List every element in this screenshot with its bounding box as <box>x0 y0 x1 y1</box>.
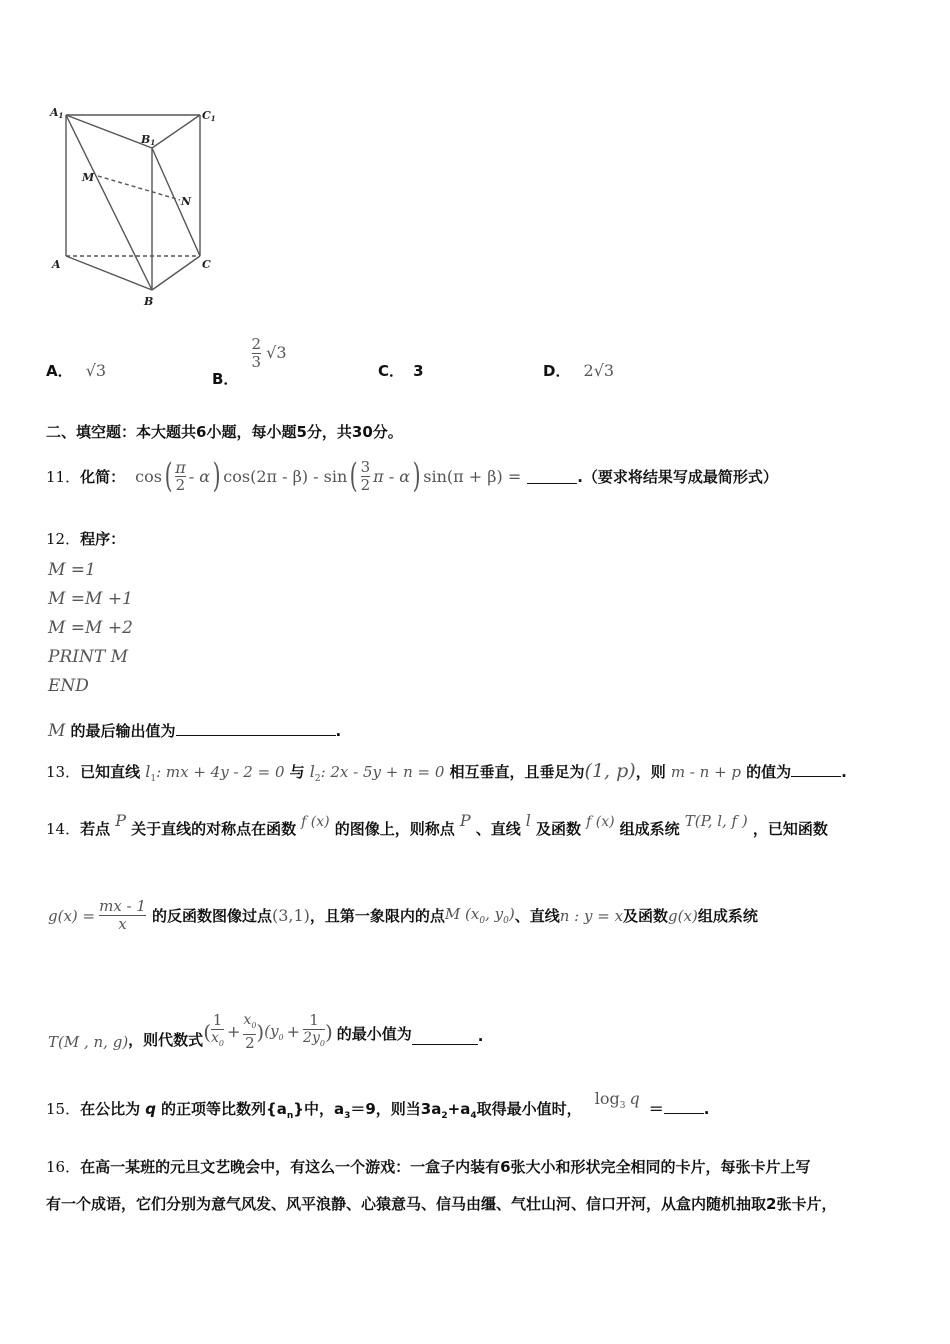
edge-a-b <box>66 256 152 290</box>
question-14-line-2 <box>48 898 758 933</box>
q14-m-mid: , y <box>485 905 504 923</box>
q12-answer-var: M <box>48 721 66 741</box>
q14-e1-num: 1 <box>212 1011 223 1029</box>
label-b1: B <box>141 133 151 146</box>
q14-e4 <box>303 1012 325 1052</box>
q11-cos: cos <box>135 466 162 486</box>
q14-t6: 组成系统 <box>619 820 680 838</box>
q15-t3: }中，a <box>293 1100 345 1118</box>
label-c1: C <box>202 109 211 122</box>
q14-t2: 关于直线的对称点在函数 <box>131 820 297 838</box>
q13-number: 13． <box>46 763 81 781</box>
q13-foot: (1, p) <box>584 760 636 782</box>
option-a-value: √3 <box>85 361 107 380</box>
q11-frac2-num: 3 <box>360 457 371 476</box>
q14-e3: ($y_0$ <box>264 1021 284 1042</box>
q14-t8: 的反函数图像过点 <box>151 907 272 925</box>
svg-text:C1 <box>202 109 216 123</box>
q15-n-sub: n <box>286 1111 294 1122</box>
q12-answer-blank[interactable] <box>176 721 336 736</box>
q15-t5: +a <box>447 1100 471 1118</box>
q11-answer-blank[interactable] <box>527 469 577 484</box>
q11-lead: 化简： <box>80 467 126 486</box>
q14-e1-den: $x_0$ <box>211 1030 224 1048</box>
option-b-letter: B． <box>212 370 239 388</box>
q11-pi-alpha: π - α <box>373 466 411 486</box>
q13-answer-blank[interactable] <box>791 762 841 777</box>
question-16-line-1 <box>46 1156 811 1177</box>
q15-tail: . <box>703 1100 710 1118</box>
q14-e2-num: $x_0$ <box>243 1012 257 1030</box>
q14-e4-den: $2y_0$ <box>303 1030 325 1048</box>
question-12 <box>46 528 125 549</box>
q12-tail: . <box>335 722 342 740</box>
q15-t7: ＝ <box>648 1100 664 1118</box>
q13-expr: m - n + p <box>670 763 742 781</box>
q11-tail: .（要求将结果写成最简形式） <box>577 467 778 486</box>
q14-gx: g(x) <box>668 906 698 925</box>
q14-n: n : y = x <box>559 906 624 925</box>
q15-t2: 的正项等比数列{a <box>161 1100 287 1118</box>
q14-answer-blank[interactable] <box>412 1030 478 1045</box>
q14-e2-den: 2 <box>245 1033 255 1052</box>
q14-e4-num: 1 <box>309 1011 319 1029</box>
question-14-line-3: T(M , n, g) ，则代数式 ( $\frac{1}{x_0}$ + $\frac{x_0}{2}$ ) ($y_0$ + $\frac{1}{2y_0}$ ) 的最小值为 . <box>48 1011 484 1052</box>
q13-l1-sub: 1 <box>150 774 157 785</box>
program-line-2: M =M +1 <box>48 589 133 609</box>
q14-t14: 的最小值为 <box>336 1025 412 1044</box>
q14-tail: . <box>477 1026 484 1045</box>
label-c1-sub: 1 <box>210 114 216 123</box>
q11-minus-alpha: - α <box>188 466 210 486</box>
q11-frac1 <box>175 459 186 494</box>
option-b[interactable] <box>212 335 287 388</box>
q14-t7: ，已知函数 <box>752 820 828 838</box>
q13-l2-sub: 2 <box>314 774 321 785</box>
question-15 <box>46 1089 710 1122</box>
q13-l1: l <box>145 762 151 781</box>
q14-t12: 组成系统 <box>697 907 758 925</box>
question-11: 11． 化简： cos ( $\frac{\pi}{2}$ - α ) cos(2π - β) - sin ( $\frac{3}{2}$ π - α ) sin(π + β) = .（要求将结果写成最简形式） <box>46 456 778 496</box>
program-line-5: END <box>48 676 89 696</box>
q14-fx: f (x) <box>301 814 330 830</box>
q15-3-sub: 3 <box>344 1111 351 1122</box>
q14-m-label: M (x <box>444 905 480 923</box>
q15-answer-blank[interactable] <box>664 1099 704 1114</box>
q14-pt: (3,1) <box>271 906 310 925</box>
label-c: C <box>202 258 211 271</box>
q14-m-sub0: 0 <box>479 916 486 926</box>
option-d-letter: D． <box>543 362 571 380</box>
q16-number: 16． <box>46 1158 81 1176</box>
q14-t9: ，且第一象限内的点 <box>309 907 445 925</box>
option-b-fraction <box>252 336 262 371</box>
q13-l2: l <box>309 762 315 781</box>
q14-m-point <box>445 905 515 926</box>
q12-lead: 程序： <box>80 530 126 548</box>
q14-fx2: f (x) <box>586 814 615 830</box>
q16-line1: 在高一某班的元旦文艺晚会中，有这么一个游戏：一盒子内装有6张大小和形状完全相同的卡片，每张卡片上写 <box>80 1158 811 1176</box>
edge-b-c <box>152 256 200 290</box>
q15-t6: 取得最小值时， <box>476 1100 582 1118</box>
option-c[interactable] <box>378 360 424 381</box>
q14-g-lhs: g(x) = <box>48 906 96 925</box>
label-n: N <box>181 195 192 208</box>
option-a-letter: A． <box>46 362 73 380</box>
label-a1-sub: 1 <box>58 111 64 120</box>
program-line-1: M =1 <box>48 560 96 580</box>
option-b-value: √3 <box>266 343 287 362</box>
q15-t4: ＝9，则当3a <box>350 1100 442 1118</box>
section-heading: 二、填空题：本大题共6小题，每小题5分，共30分。 <box>46 423 403 441</box>
q11-frac2-den: 2 <box>360 475 371 494</box>
q15-2-sub: 2 <box>441 1111 448 1122</box>
option-d-value: 2√3 <box>583 361 615 380</box>
q13-l1-eq: : mx + 4y - 2 = 0 <box>156 763 285 781</box>
label-a: A <box>52 258 61 271</box>
q12-number: 12． <box>46 530 81 548</box>
q13-t3: 相互垂直，且垂足为 <box>449 763 585 781</box>
question-16-line-2: 有一个成语，它们分别为意气风发、风平浪静、心猿意马、信马由缰、气壮山河、信口开河，从盒内随机抽取2张卡片， <box>46 1195 837 1213</box>
q14-e1 <box>211 1012 224 1052</box>
q14-e2 <box>243 1012 256 1052</box>
program-line-4: PRINT M <box>48 647 128 667</box>
q13-t4: ，则 <box>635 763 666 781</box>
q13-l2-eq: : 2x - 5y + n = 0 <box>320 763 445 781</box>
q11-frac1-num: π <box>175 457 186 477</box>
q14-t11: 及函数 <box>623 907 669 925</box>
q14-p2: P <box>459 811 471 830</box>
q11-number: 11． <box>46 467 81 486</box>
q12-answer-line <box>48 720 341 741</box>
option-c-value: 3 <box>413 362 424 380</box>
q14-t4: 、直线 <box>475 820 521 838</box>
q14-t: T(P, l, f ) <box>684 812 748 830</box>
option-b-den: 3 <box>251 353 262 371</box>
label-b: B <box>144 295 154 308</box>
q14-t1: 若点 <box>80 820 111 838</box>
question-14-line-1 <box>46 811 828 839</box>
q14-l: l <box>525 811 531 830</box>
q11-frac1-den: 2 <box>175 475 186 494</box>
label-m: M <box>82 171 95 184</box>
option-d[interactable] <box>543 360 614 381</box>
option-b-num: 2 <box>251 335 262 353</box>
q14-t2-system: T(M , n, g) <box>48 1032 129 1051</box>
q14-p: P <box>115 811 126 830</box>
option-a[interactable] <box>46 360 106 381</box>
q11-frac2 <box>361 459 371 494</box>
edge-b1-c1 <box>152 115 200 148</box>
program-line-3: M =M +2 <box>48 618 133 638</box>
q15-t1: 在公比为 <box>80 1100 141 1118</box>
q15-log: $\log_3 q$ <box>594 1089 640 1112</box>
q11-sin: sin(π + β) = <box>423 466 522 486</box>
q14-number: 14． <box>46 820 81 838</box>
q15-q: q <box>145 1100 156 1118</box>
q13-tail: . <box>841 763 847 781</box>
q13-t2: 与 <box>289 763 305 781</box>
edge-a1-b1 <box>66 115 152 148</box>
q14-m-end: ) <box>508 905 515 923</box>
q14-g-num: mx - 1 <box>99 897 146 915</box>
q14-g-frac <box>99 898 146 933</box>
svg-text:A1 <box>49 106 63 120</box>
edge-b1-c <box>152 148 200 256</box>
edge-a1-b <box>66 115 152 290</box>
prism-figure <box>40 100 240 315</box>
svg-text:B1 <box>140 133 155 147</box>
q15-4-sub: 4 <box>470 1111 477 1122</box>
q14-t3: 的图像上，则称点 <box>334 820 455 838</box>
option-c-letter: C． <box>378 362 405 380</box>
q11-middle: cos(2π - β) - sin <box>223 466 348 486</box>
q12-answer-text: 的最后输出值为 <box>70 722 176 740</box>
segment-m-n-hidden <box>98 176 180 200</box>
q14-t13: ，则代数式 <box>128 1031 204 1050</box>
q13-t5: 的值为 <box>746 763 792 781</box>
q14-m-sub1: 0 <box>503 916 509 926</box>
question-13 <box>46 760 847 784</box>
q13-t1: 已知直线 <box>80 763 141 781</box>
q14-t10: 、直线 <box>514 907 560 925</box>
label-a1: A <box>50 106 59 119</box>
label-b1-sub: 1 <box>150 138 156 147</box>
q15-number: 15． <box>46 1100 81 1118</box>
q14-t5: 及函数 <box>536 820 582 838</box>
q14-g-den: x <box>118 915 127 933</box>
